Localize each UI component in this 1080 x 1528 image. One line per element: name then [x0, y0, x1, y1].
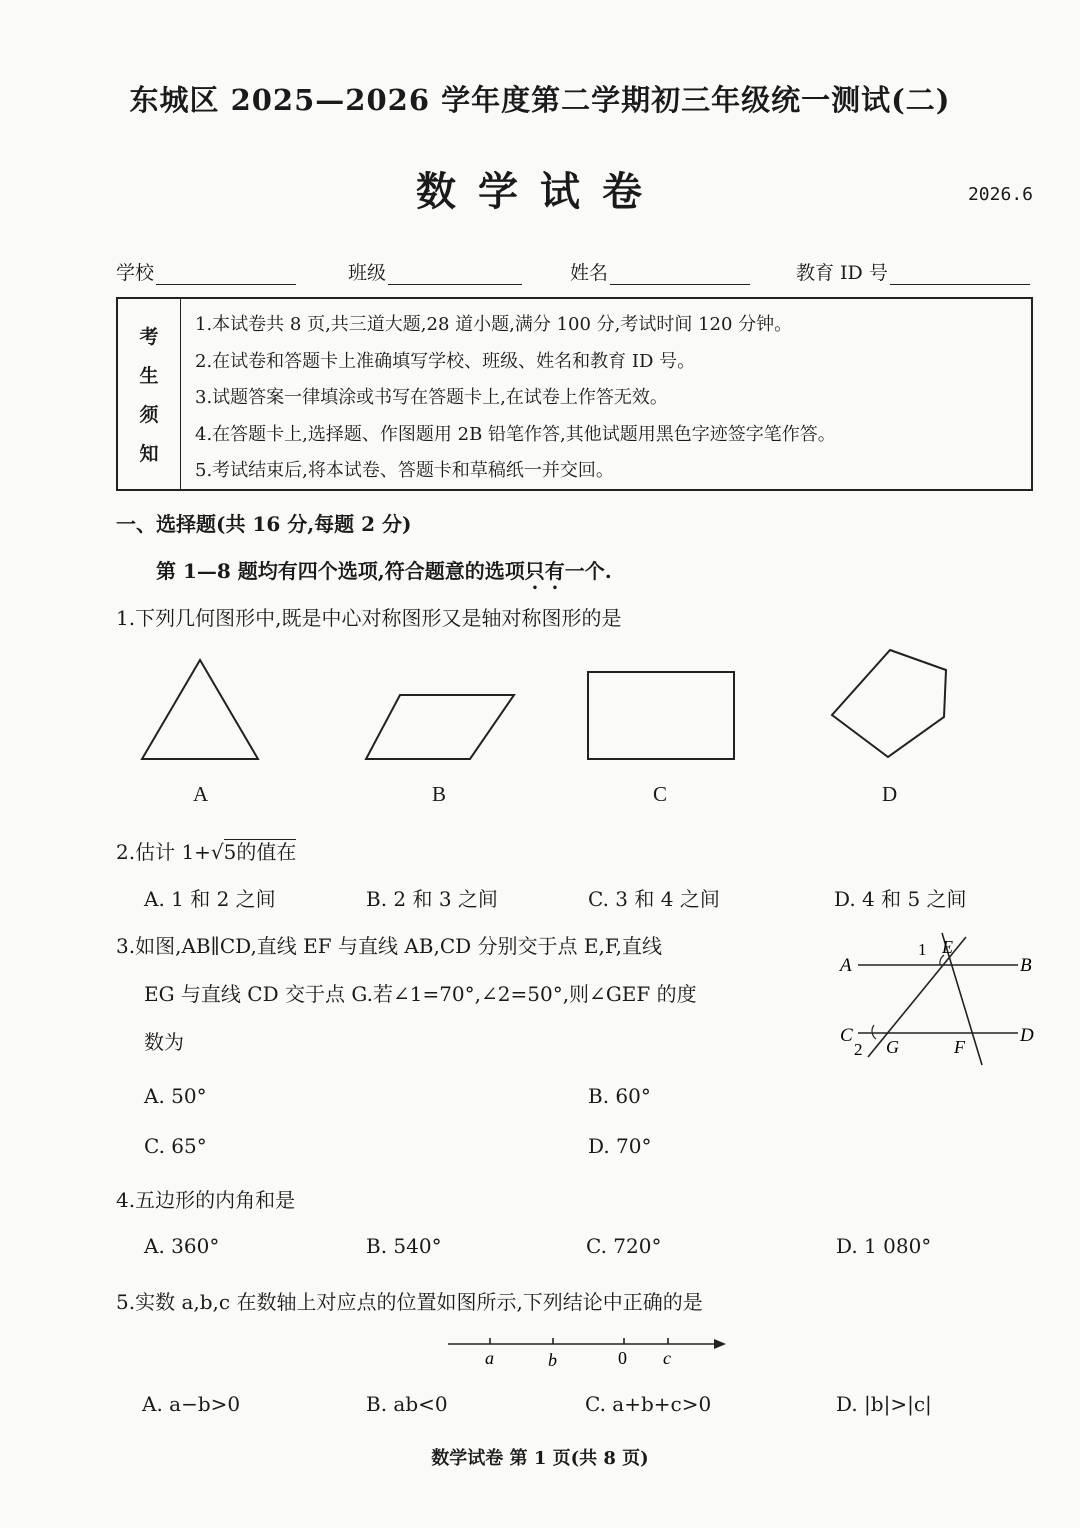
label-b: B [1020, 955, 1032, 976]
question-3-line1: 3.如图,AB∥CD,直线 EF 与直线 AB,CD 分别交于点 E,F,直线 [116, 934, 662, 958]
label-f: F [954, 1037, 965, 1057]
angle-2-arc [872, 1025, 876, 1039]
axis-label-c: c [663, 1348, 671, 1368]
q2-option-c[interactable]: C. 3 和 4 之间 [588, 887, 720, 911]
question-4-stem: 4.五边形的内角和是 [116, 1188, 296, 1212]
notice-item: 5.考试结束后,将本试卷、答题卡和草稿纸一并交回。 [195, 460, 614, 481]
question-3-figure [830, 925, 1050, 1075]
question-5-stem: 5.实数 a,b,c 在数轴上对应点的位置如图所示,下列结论中正确的是 [116, 1290, 703, 1314]
name-label: 姓名 [570, 262, 609, 284]
class-label: 班级 [348, 262, 387, 284]
q3-option-d[interactable]: D. 70° [588, 1134, 652, 1158]
q3-option-a[interactable]: A. 50° [144, 1084, 207, 1108]
question-1-stem: 1.下列几何图形中,既是中心对称图形又是轴对称图形的是 [116, 606, 622, 630]
q4-option-d[interactable]: D. 1 080° [836, 1234, 932, 1258]
q1-label-b[interactable]: B [432, 782, 447, 806]
axis-label-zero: 0 [618, 1348, 627, 1368]
q5-option-b[interactable]: B. ab<0 [366, 1392, 448, 1416]
notice-label: 考 生 须 知 [118, 299, 181, 489]
q1-label-d[interactable]: D [882, 782, 898, 806]
q5-option-c[interactable]: C. a+b+c>0 [585, 1392, 712, 1416]
notice-item: 4.在答题卡上,选择题、作图题用 2B 铅笔作答,其他试题用黑色字迹签字笔作答。 [195, 423, 836, 445]
label-angle-2: 2 [854, 1040, 863, 1059]
axis-label-b: b [548, 1350, 557, 1370]
pentagon-shape [832, 650, 946, 757]
q4-option-a[interactable]: A. 360° [144, 1234, 220, 1258]
label-angle-1: 1 [918, 940, 927, 959]
section-heading: 一、选择题(共 16 分,每题 2 分) [116, 512, 412, 536]
question-2-stem: 2.估计 1+√5的值在 [116, 840, 297, 864]
q5-option-d[interactable]: D. |b|>|c| [836, 1392, 932, 1416]
id-label: 教育 ID 号 [796, 262, 888, 284]
q2-option-b[interactable]: B. 2 和 3 之间 [366, 887, 498, 911]
exam-title: 东城区 2025—2026 学年度第二学期初三年级统一测试(二) [129, 83, 951, 117]
exam-subtitle: 数学试卷 [416, 168, 664, 215]
candidate-notice [116, 297, 1033, 491]
exam-date: 2026.6 [967, 184, 1033, 205]
notice-list [181, 299, 836, 489]
notice-item: 1.本试卷共 8 页,共三道大题,28 道小题,满分 100 分,考试时间 120 分钟。 [195, 314, 793, 335]
q1-label-a[interactable]: A [193, 782, 209, 806]
triangle-shape [142, 660, 258, 759]
school-label: 学校 [116, 262, 155, 284]
question-3-line2: EG 与直线 CD 交于点 G.若∠1=70°,∠2=50°,则∠GEF 的度 [144, 982, 697, 1006]
q3-option-c[interactable]: C. 65° [144, 1134, 207, 1158]
id-field[interactable] [796, 258, 1030, 285]
q1-label-c[interactable]: C [653, 782, 668, 806]
sqrt-sign-icon: √ [210, 840, 224, 864]
parallelogram-shape [366, 695, 514, 759]
label-d: D [1020, 1025, 1034, 1046]
notice-item: 2.在试卷和答题卡上准确填写学校、班级、姓名和教育 ID 号。 [195, 350, 696, 372]
page-footer: 数学试卷 第 1 页(共 8 页) [431, 1448, 649, 1469]
question-1-figures [130, 645, 980, 775]
section-instruction: 第 1—8 题均有四个选项,符合题意的选项只有一个. [156, 559, 612, 583]
q4-option-b[interactable]: B. 540° [366, 1234, 442, 1258]
notice-item: 3.试题答案一律填涂或书写在答题卡上,在试卷上作答无效。 [195, 387, 668, 408]
label-c: C [840, 1025, 853, 1046]
q4-option-c[interactable]: C. 720° [586, 1234, 662, 1258]
name-field[interactable] [570, 258, 750, 285]
rectangle-shape [588, 672, 734, 759]
label-e: E [942, 937, 953, 957]
class-field[interactable] [348, 258, 522, 285]
label-g: G [886, 1037, 899, 1057]
q3-option-b[interactable]: B. 60° [588, 1084, 651, 1108]
q2-option-d[interactable]: D. 4 和 5 之间 [834, 887, 967, 911]
school-field[interactable] [116, 258, 296, 285]
q5-option-a[interactable]: A. a−b>0 [142, 1392, 241, 1416]
number-line [440, 1330, 740, 1375]
question-3-line3: 数为 [144, 1030, 184, 1054]
arrow-right-icon [714, 1339, 726, 1349]
q2-option-a[interactable]: A. 1 和 2 之间 [144, 887, 276, 911]
label-a: A [840, 955, 852, 976]
axis-label-a: a [485, 1348, 494, 1368]
